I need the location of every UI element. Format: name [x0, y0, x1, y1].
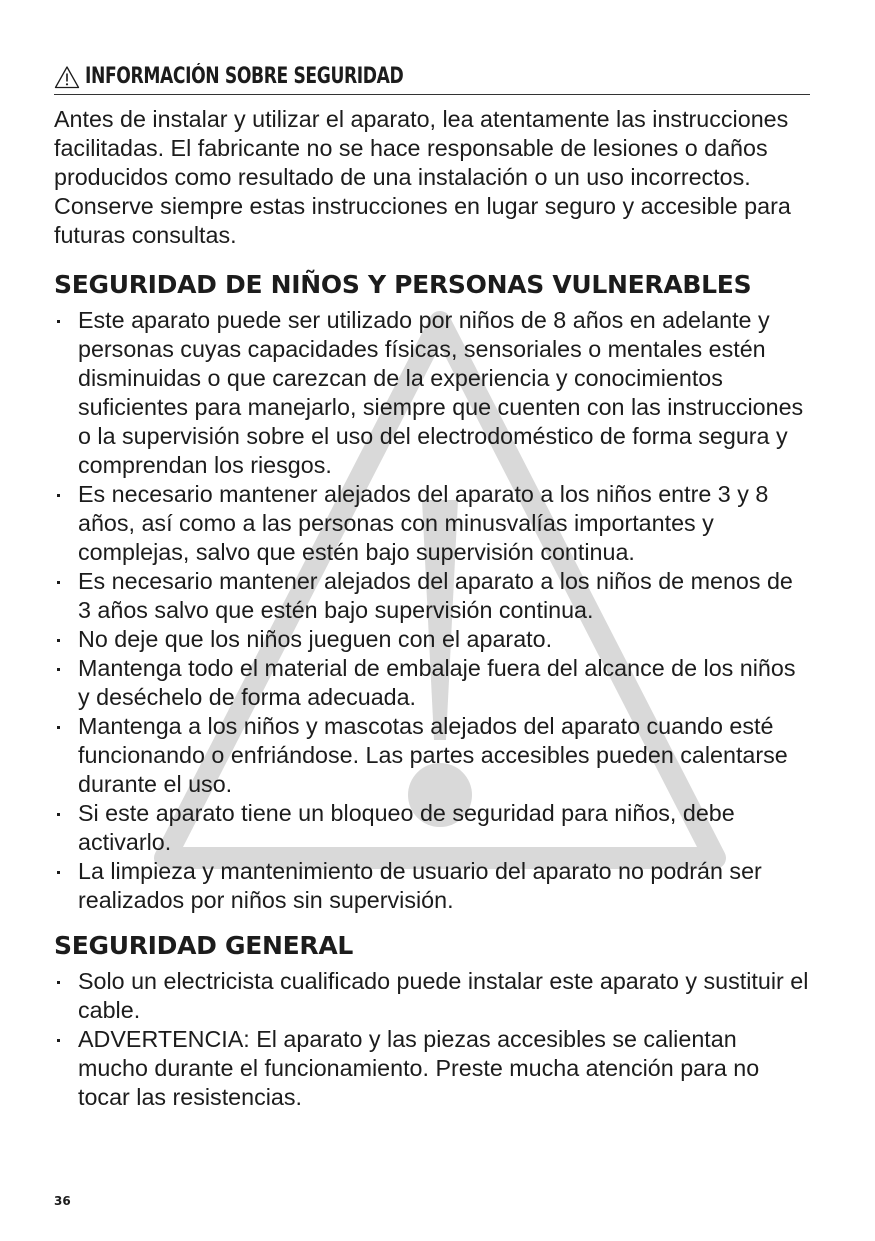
section-title-general-safety: SEGURIDAD GENERAL [54, 931, 354, 960]
children-safety-list [54, 306, 810, 915]
section-header [54, 64, 810, 95]
section-title-children-safety: SEGURIDAD DE NIÑOS Y PERSONAS VULNERABLES [54, 270, 752, 299]
page-number: 36 [54, 1194, 71, 1208]
list-item: No deje que los niños jueguen con el aparato. [54, 625, 810, 654]
list-item: Mantenga a los niños y mascotas alejados del aparato cuando esté funcionando o enfriándose. Las partes accesibles pueden calentarse durante el uso. [54, 712, 810, 799]
list-item: Es necesario mantener alejados del aparato a los niños de menos de 3 años salvo que estén bajo supervisión continua. [54, 567, 810, 625]
warning-triangle-icon [54, 65, 80, 89]
list-item: Es necesario mantener alejados del aparato a los niños entre 3 y 8 años, así como a las personas con minusvalías importantes y complejas, salvo que estén bajo supervisión continua. [54, 480, 810, 567]
list-item: La limpieza y mantenimiento de usuario del aparato no podrán ser realizados por niños sin supervisión. [54, 857, 810, 915]
list-item: Mantenga todo el material de embalaje fuera del alcance de los niños y deséchelo de forma adecuada. [54, 654, 810, 712]
intro-paragraph: Antes de instalar y utilizar el aparato, lea atentamente las instrucciones facilitadas. El fabricante no se hace responsable de lesiones o daños producidos como resultado de una instalación o un uso incorrectos. Conserve siempre estas instrucciones en lugar seguro y accesible para futuras consultas. [54, 106, 791, 248]
header-title: INFORMACIÓN SOBRE SEGURIDAD [85, 64, 404, 89]
list-item: Este aparato puede ser utilizado por niños de 8 años en adelante y personas cuyas capacidades físicas, sensoriales o mentales estén disminuidas o que carezcan de la experiencia y conocimientos suficientes para manejarlo, siempre que cuenten con las instrucciones o la supervisión sobre el uso del electrodoméstico de forma segura y comprendan los riesgos. [54, 306, 810, 480]
list-item: Solo un electricista cualificado puede instalar este aparato y sustituir el cable. [54, 967, 810, 1025]
list-item: Si este aparato tiene un bloqueo de seguridad para niños, debe activarlo. [54, 799, 810, 857]
list-item: ADVERTENCIA: El aparato y las piezas accesibles se calientan mucho durante el funcionamiento. Preste mucha atención para no tocar las resistencias. [54, 1025, 810, 1112]
page-content [54, 64, 810, 1112]
general-safety-list [54, 967, 810, 1112]
